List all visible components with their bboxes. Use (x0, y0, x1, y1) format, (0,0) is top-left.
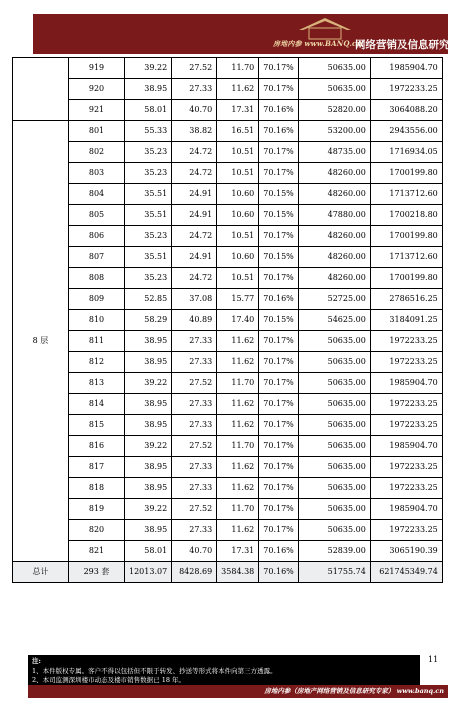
cell-c: 11.62 (217, 415, 259, 436)
cell-room: 807 (69, 247, 125, 268)
cell-room: 820 (69, 520, 125, 541)
cell-price: 47880.00 (298, 205, 370, 226)
cell-total: 1972233.25 (370, 79, 442, 100)
table-row (13, 310, 443, 331)
cell-total: 1713712.60 (370, 247, 442, 268)
cell-a: 52.85 (125, 289, 172, 310)
cell-a: 35.23 (125, 268, 172, 289)
cell-ratio: 70.17% (259, 226, 299, 247)
cell-ratio: 70.17% (259, 478, 299, 499)
brand-tagline: 房地内参 www.BANQ.cn (273, 39, 362, 48)
table-row (13, 331, 443, 352)
cell-b: 40.70 (172, 541, 217, 562)
cell-a: 39.22 (125, 499, 172, 520)
cell-room: 814 (69, 394, 125, 415)
cell-c: 10.51 (217, 142, 259, 163)
cell-total: 1985904.70 (370, 58, 442, 79)
cell-room: 813 (69, 373, 125, 394)
cell-room: 921 (69, 100, 125, 121)
cell-price: 50635.00 (298, 436, 370, 457)
cell-ratio: 70.15% (259, 247, 299, 268)
cell-room: 919 (69, 58, 125, 79)
cell-a: 35.23 (125, 142, 172, 163)
cell-price: 48260.00 (298, 268, 370, 289)
cell-c: 11.62 (217, 478, 259, 499)
cell-a: 38.95 (125, 352, 172, 373)
cell-total: 3184091.25 (370, 310, 442, 331)
cell-room: 817 (69, 457, 125, 478)
cell-b: 40.89 (172, 310, 217, 331)
cell-room: 810 (69, 310, 125, 331)
note-line-2: 2、本司监测深圳楼市动态及楼市销售数据已 18 年。 (32, 676, 186, 684)
table-row (13, 247, 443, 268)
cell-room: 805 (69, 205, 125, 226)
cell-price: 48260.00 (298, 184, 370, 205)
table-row (13, 373, 443, 394)
cell-c: 10.51 (217, 163, 259, 184)
cell-total: 1700199.80 (370, 268, 442, 289)
total-count: 293 套 (69, 562, 125, 583)
cell-ratio: 70.17% (259, 79, 299, 100)
cell-b: 24.72 (172, 226, 217, 247)
cell-total: 1972233.25 (370, 457, 442, 478)
cell-total: 1716934.05 (370, 142, 442, 163)
cell-b: 37.08 (172, 289, 217, 310)
table-row (13, 268, 443, 289)
cell-ratio: 70.17% (259, 394, 299, 415)
cell-ratio: 70.16% (259, 121, 299, 142)
cell-room: 816 (69, 436, 125, 457)
cell-ratio: 70.15% (259, 205, 299, 226)
house-roof-icon (295, 16, 355, 40)
cell-ratio: 70.17% (259, 352, 299, 373)
cell-ratio: 70.17% (259, 457, 299, 478)
cell-room: 804 (69, 184, 125, 205)
cell-c: 17.31 (217, 541, 259, 562)
table-row (13, 520, 443, 541)
cell-a: 38.95 (125, 331, 172, 352)
cell-price: 48260.00 (298, 226, 370, 247)
cell-total: 1985904.70 (370, 499, 442, 520)
cell-a: 58.29 (125, 310, 172, 331)
table-row (13, 394, 443, 415)
cell-total: 1972233.25 (370, 520, 442, 541)
cell-a: 35.51 (125, 205, 172, 226)
cell-ratio: 70.17% (259, 142, 299, 163)
cell-a: 35.51 (125, 184, 172, 205)
cell-total: 1700199.80 (370, 163, 442, 184)
cell-total: 1972233.25 (370, 394, 442, 415)
cell-ratio: 70.17% (259, 373, 299, 394)
table-row (13, 499, 443, 520)
cell-ratio: 70.17% (259, 331, 299, 352)
cell-total: 1972233.25 (370, 415, 442, 436)
table-row (13, 541, 443, 562)
cell-c: 10.51 (217, 268, 259, 289)
cell-c: 11.62 (217, 352, 259, 373)
cell-ratio: 70.16% (259, 289, 299, 310)
cell-c: 11.70 (217, 373, 259, 394)
cell-ratio: 70.17% (259, 436, 299, 457)
table-row (13, 79, 443, 100)
cell-b: 27.52 (172, 436, 217, 457)
cell-a: 58.01 (125, 541, 172, 562)
cell-c: 11.62 (217, 457, 259, 478)
cell-a: 35.23 (125, 163, 172, 184)
cell-c: 11.62 (217, 331, 259, 352)
table-row (13, 121, 443, 142)
cell-b: 38.82 (172, 121, 217, 142)
table-row (13, 100, 443, 121)
table-row (13, 184, 443, 205)
cell-c: 11.70 (217, 499, 259, 520)
cell-ratio: 70.17% (259, 520, 299, 541)
cell-b: 27.33 (172, 478, 217, 499)
cell-b: 24.72 (172, 163, 217, 184)
cell-c: 15.77 (217, 289, 259, 310)
table-row (13, 415, 443, 436)
cell-a: 38.95 (125, 478, 172, 499)
cell-price: 52839.00 (298, 541, 370, 562)
cell-ratio: 70.17% (259, 163, 299, 184)
table-row (13, 58, 443, 79)
table-row (13, 352, 443, 373)
cell-price: 48735.00 (298, 142, 370, 163)
cell-price: 52820.00 (298, 100, 370, 121)
cell-total: 3065190.39 (370, 541, 442, 562)
table-row (13, 205, 443, 226)
cell-ratio: 70.17% (259, 415, 299, 436)
cell-price: 53200.00 (298, 121, 370, 142)
total-ratio: 70.16% (259, 562, 299, 583)
cell-b: 27.33 (172, 520, 217, 541)
total-row (13, 562, 443, 583)
cell-b: 27.52 (172, 373, 217, 394)
cell-ratio: 70.16% (259, 541, 299, 562)
total-label: 总计 (13, 562, 69, 583)
cell-c: 11.62 (217, 394, 259, 415)
total-b: 8428.69 (172, 562, 217, 583)
cell-room: 811 (69, 331, 125, 352)
table-row (13, 457, 443, 478)
cell-c: 11.70 (217, 58, 259, 79)
cell-ratio: 70.17% (259, 58, 299, 79)
cell-b: 27.33 (172, 352, 217, 373)
cell-total: 1700199.80 (370, 226, 442, 247)
cell-price: 48260.00 (298, 163, 370, 184)
cell-price: 50635.00 (298, 478, 370, 499)
cell-price: 50635.00 (298, 499, 370, 520)
cell-b: 27.33 (172, 79, 217, 100)
total-c: 3584.38 (217, 562, 259, 583)
cell-a: 39.22 (125, 436, 172, 457)
cell-price: 50635.00 (298, 373, 370, 394)
floor-label: 8 层 (13, 121, 69, 562)
table-row (13, 478, 443, 499)
cell-room: 806 (69, 226, 125, 247)
note-line-1: 1、本件版权专属。客户不得以包括但不限于转发、抄送等形式将本件向第三方透露。 (32, 666, 277, 675)
cell-price: 48260.00 (298, 247, 370, 268)
cell-a: 35.23 (125, 226, 172, 247)
total-total: 621745349.74 (370, 562, 442, 583)
cell-price: 50635.00 (298, 394, 370, 415)
cell-price: 50635.00 (298, 352, 370, 373)
cell-a: 38.95 (125, 394, 172, 415)
cell-total: 1700218.80 (370, 205, 442, 226)
footer-note (28, 655, 420, 685)
cell-c: 10.60 (217, 247, 259, 268)
cell-room: 821 (69, 541, 125, 562)
cell-price: 50635.00 (298, 415, 370, 436)
total-a: 12013.07 (125, 562, 172, 583)
cell-c: 11.70 (217, 436, 259, 457)
cell-c: 17.40 (217, 310, 259, 331)
page-number: 11 (428, 655, 439, 664)
cell-a: 58.01 (125, 100, 172, 121)
cell-room: 801 (69, 121, 125, 142)
cell-b: 24.91 (172, 247, 217, 268)
cell-ratio: 70.16% (259, 100, 299, 121)
cell-total: 1972233.25 (370, 331, 442, 352)
cell-price: 50635.00 (298, 457, 370, 478)
cell-c: 16.51 (217, 121, 259, 142)
cell-room: 803 (69, 163, 125, 184)
cell-c: 11.62 (217, 79, 259, 100)
cell-room: 802 (69, 142, 125, 163)
cell-ratio: 70.17% (259, 499, 299, 520)
cell-total: 3064088.20 (370, 100, 442, 121)
cell-b: 27.33 (172, 331, 217, 352)
cell-b: 24.72 (172, 268, 217, 289)
cell-a: 35.51 (125, 247, 172, 268)
table-row (13, 163, 443, 184)
cell-room: 818 (69, 478, 125, 499)
cell-room: 812 (69, 352, 125, 373)
cell-b: 40.70 (172, 100, 217, 121)
cell-a: 38.95 (125, 79, 172, 100)
cell-b: 27.52 (172, 499, 217, 520)
cell-total: 1972233.25 (370, 478, 442, 499)
total-price: 51755.74 (298, 562, 370, 583)
cell-a: 38.95 (125, 415, 172, 436)
cell-total: 1985904.70 (370, 373, 442, 394)
cell-c: 11.62 (217, 520, 259, 541)
note-title: 注: (32, 657, 41, 665)
table-row (13, 142, 443, 163)
cell-c: 10.51 (217, 226, 259, 247)
cell-total: 2786516.25 (370, 289, 442, 310)
cell-ratio: 70.17% (259, 268, 299, 289)
cell-a: 55.33 (125, 121, 172, 142)
cell-b: 27.33 (172, 415, 217, 436)
cell-total: 2943556.00 (370, 121, 442, 142)
cell-c: 17.31 (217, 100, 259, 121)
cell-a: 39.22 (125, 373, 172, 394)
brand-title: 网络营销及信息研究专家 (355, 39, 471, 51)
cell-room: 809 (69, 289, 125, 310)
cell-c: 10.60 (217, 184, 259, 205)
cell-price: 50635.00 (298, 79, 370, 100)
cell-ratio: 70.15% (259, 184, 299, 205)
header-banner (33, 14, 471, 54)
cell-price: 50635.00 (298, 58, 370, 79)
cell-room: 808 (69, 268, 125, 289)
cell-price: 52725.00 (298, 289, 370, 310)
footer-brand-bar: 房地内参（房地产网络营销及信息研究专家） www.banq.cn (28, 685, 448, 698)
cell-b: 24.91 (172, 205, 217, 226)
cell-b: 24.72 (172, 142, 217, 163)
cell-ratio: 70.15% (259, 310, 299, 331)
price-table (12, 57, 443, 583)
cell-b: 27.33 (172, 457, 217, 478)
cell-room: 819 (69, 499, 125, 520)
table-row (13, 226, 443, 247)
cell-price: 50635.00 (298, 331, 370, 352)
floor-cell-prev (13, 58, 69, 121)
cell-price: 50635.00 (298, 520, 370, 541)
cell-price: 54625.00 (298, 310, 370, 331)
cell-c: 10.60 (217, 205, 259, 226)
table-row (13, 436, 443, 457)
cell-a: 39.22 (125, 58, 172, 79)
cell-total: 1713712.60 (370, 184, 442, 205)
cell-a: 38.95 (125, 457, 172, 478)
cell-b: 24.91 (172, 184, 217, 205)
table-row (13, 289, 443, 310)
cell-total: 1985904.70 (370, 436, 442, 457)
cell-total: 1972233.25 (370, 352, 442, 373)
cell-b: 27.33 (172, 394, 217, 415)
cell-b: 27.52 (172, 58, 217, 79)
cell-room: 920 (69, 79, 125, 100)
cell-room: 815 (69, 415, 125, 436)
cell-a: 38.95 (125, 520, 172, 541)
